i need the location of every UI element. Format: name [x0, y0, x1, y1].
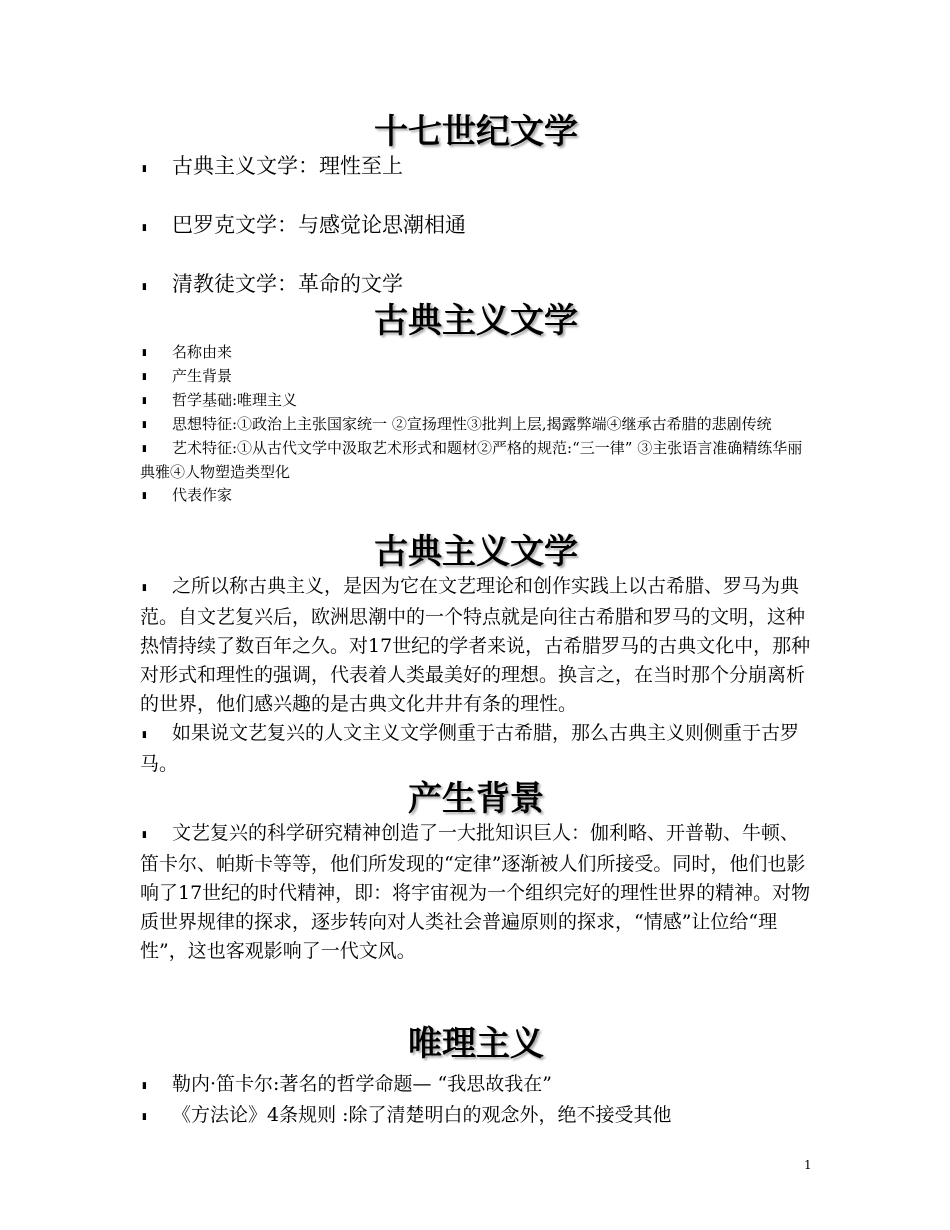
paragraph: ▮ 如果说文艺复兴的人文主义文学侧重于古希腊，那么古典主义则侧重于古罗马。: [140, 722, 800, 775]
section-title-background: 产生背景: [408, 779, 544, 819]
list-item: ▮ 产生背景: [140, 365, 812, 389]
paragraph: ▮ 文艺复兴的科学研究精神创造了一大批知识巨人：伽利略、开普勒、牛顿、笛卡尔、帕斯卡等等，他们所发现的“定律”逐渐被人们所接受。同时，他们也影响了17世纪的时代精神，即：将宇宙视为一个组织完好的理性世界的精神。对物质世界规律的探求，逐步转向对人类社会普遍原则的探求，“情感”让位给“理性”，这也客观影响了一代文风。: [140, 822, 811, 962]
bullet-icon: ▮: [142, 282, 147, 292]
page-number: 1: [804, 1158, 812, 1172]
list-item: ▮ 《方法论》4条规则 :除了清楚明白的观念外，绝不接受其他: [140, 1101, 812, 1132]
list-item: ▮ 思想特征:①政治上主张国家统一 ②宣扬理性③批判上层,揭露弊端④继承古希腊的悲剧传统: [140, 413, 812, 437]
paragraph: ▮ 之所以称古典主义，是因为它在文艺理论和创作实践上以古希腊、罗马为典范。自文艺复兴后，欧洲思潮中的一个特点就是向往古希腊和罗马的文明，这种热情持续了数百年之久。对17世纪的学者来说，古希腊罗马的古典文化中，那种对形式和理性的强调，代表着人类最美好的理想。换言之，在当时那个分崩离析的世界，他们感兴趣的是古典文化井井有条的理性。: [140, 575, 811, 715]
list-item: ▮ 清教徒文学：革命的文学: [140, 270, 812, 301]
bullet-icon: ▮: [142, 491, 147, 501]
document-page: [140, 112, 812, 1132]
bullet-icon: ▮: [142, 444, 147, 454]
list-item: ▮ 巴罗克文学：与感觉论思潮相通: [140, 211, 812, 242]
bullet-icon: ▮: [142, 348, 147, 358]
list-item: ▮ 代表作家: [140, 484, 812, 508]
bullet-icon: ▮: [142, 583, 147, 593]
list-item: ▮ 名称由来: [140, 341, 812, 365]
bullet-icon: ▮: [142, 1112, 147, 1122]
bullet-icon: ▮: [142, 730, 147, 740]
section-title-classicism-origin: 古典主义文学: [374, 532, 578, 572]
bullet-icon: ▮: [142, 164, 147, 174]
list-item: ▮ 艺术特征:①从古代文学中汲取艺术形式和题材②严格的规范:“三一律” ③主张语言准确精练华丽典雅④人物塑造类型化: [140, 439, 803, 481]
section-title-classicism: 古典主义文学: [374, 301, 578, 341]
list-item: ▮ 古典主义文学：理性至上: [140, 152, 812, 183]
list-item: ▮ 哲学基础:唯理主义: [140, 389, 812, 413]
bullet-icon: ▮: [142, 830, 147, 840]
bullet-icon: ▮: [142, 1081, 147, 1091]
section-title-rationalism: 唯理主义: [408, 1024, 544, 1064]
list-item: ▮ 勒内·笛卡尔:著名的哲学命题— “我思故我在”: [140, 1070, 812, 1101]
section-title-17th-century: 十七世纪文学: [374, 112, 578, 152]
bullet-icon: ▮: [142, 420, 147, 430]
bullet-icon: ▮: [142, 372, 147, 382]
bullet-icon: ▮: [142, 396, 147, 406]
bullet-icon: ▮: [142, 223, 147, 233]
